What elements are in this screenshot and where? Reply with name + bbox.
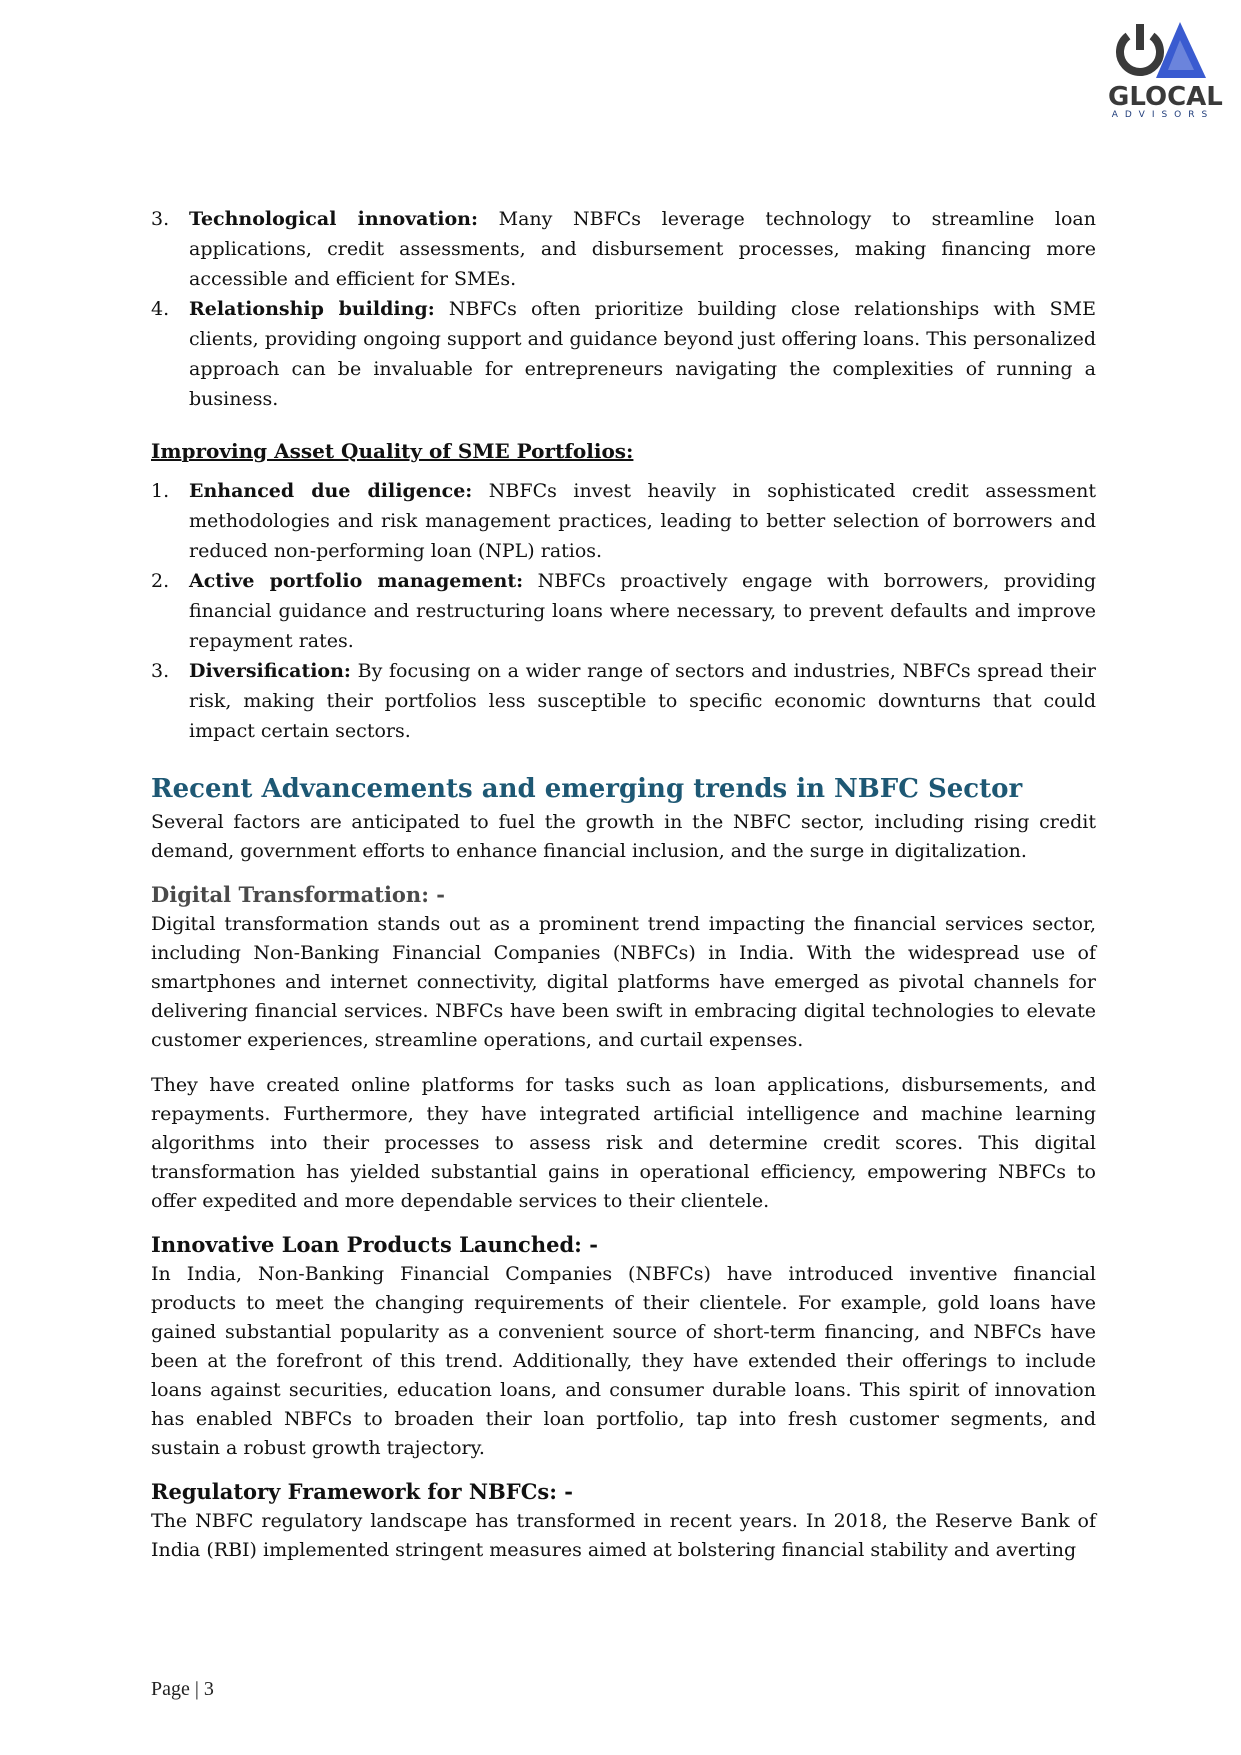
list-item <box>151 566 1096 656</box>
list-item <box>151 204 1096 294</box>
list-item-text: NBFCs often prioritize building close relationships with SME clients, providing ongoing support and guidance beyond just offering loans. This personalized approach can be invaluable for entrepreneurs navigating the complexities of running a business. <box>189 298 1097 410</box>
list-number: 2. <box>151 570 170 592</box>
list-item-text: NBFCs invest heavily in sophisticated credit assessment methodologies and risk management practices, leading to better selection of borrowers and reduced non-performing loan (NPL) ratios. <box>189 480 1096 562</box>
section-heading: Recent Advancements and emerging trends in NBFC Sector <box>151 774 1023 804</box>
logo-mark-icon <box>1108 22 1218 84</box>
list-number: 3. <box>151 660 170 682</box>
innovative-paragraph: In India, Non-Banking Financial Companies (NBFCs) have introduced inventive financial products to meet the changing requirements of their clientele. For example, gold loans have gained substantial popularity as a convenient source of short-term financing, and NBFCs have been at the forefront of this trend. Additionally, they have extended their offerings to include loans against securities, education loans, and consumer durable loans. This spirit of innovation has enabled NBFCs to broaden their loan portfolio, tap into fresh customer segments, and sustain a robust growth trajectory. <box>151 1263 1096 1459</box>
asset-quality-heading: Improving Asset Quality of SME Portfolios: <box>151 439 634 463</box>
list-item-text: Many NBFCs leverage technology to streamline loan applications, credit assessments, and disbursement processes, making financing more accessible and efficient for SMEs. <box>189 208 1096 290</box>
list-item <box>151 476 1096 566</box>
logo-wordmark: GLOCAL <box>1108 82 1223 112</box>
list-number: 3. <box>151 208 170 230</box>
list-item-text: By focusing on a wider range of sectors and industries, NBFCs spread their risk, making their portfolios less susceptible to specific economic downturns that could impact certain sectors. <box>189 660 1096 742</box>
section-intro: Several factors are anticipated to fuel the growth in the NBFC sector, including rising credit demand, government efforts to enhance financial inclusion, and the surge in digitalization. <box>151 811 1096 862</box>
company-logo <box>1108 22 1223 122</box>
page-content <box>151 204 1096 1565</box>
logo-subtitle: ADVISORS <box>1111 110 1215 120</box>
digital-paragraph-2: They have created online platforms for tasks such as loan applications, disbursements, and repayments. Furthermore, they have integrated artificial intelligence and machine learning algorithms into their processes to assess risk and determine credit scores. This digital transformation has yielded substantial gains in operational efficiency, empowering NBFCs to offer expedited and more dependable services to their clientele. <box>151 1074 1096 1212</box>
list-item-term: Relationship building: <box>189 298 435 320</box>
digital-transformation-heading: Digital Transformation: - <box>151 882 445 907</box>
list-item-term: Enhanced due diligence: <box>189 480 473 502</box>
digital-paragraph-1: Digital transformation stands out as a prominent trend impacting the financial services sector, including Non-Banking Financial Companies (NBFCs) in India. With the widespread use of smartphones and internet connectivity, digital platforms have emerged as pivotal channels for delivering financial services. NBFCs have been swift in embracing digital technologies to elevate customer experiences, streamline operations, and curtail expenses. <box>151 913 1096 1051</box>
innovative-loans-heading: Innovative Loan Products Launched: - <box>151 1232 598 1257</box>
page-number: Page | 3 <box>151 1678 214 1700</box>
list-item-term: Technological innovation: <box>189 208 478 230</box>
list-item <box>151 656 1096 746</box>
list-item-term: Active portfolio management: <box>189 570 524 592</box>
asset-quality-list <box>151 476 1096 746</box>
list-number: 4. <box>151 298 170 320</box>
list-item-term: Diversification: <box>189 660 351 682</box>
list-item <box>151 294 1096 414</box>
list-number: 1. <box>151 480 170 502</box>
regulatory-paragraph: The NBFC regulatory landscape has transformed in recent years. In 2018, the Reserve Bank of India (RBI) implemented stringent measures aimed at bolstering financial stability and averting <box>151 1510 1096 1561</box>
advantages-list-continued <box>151 204 1096 414</box>
list-item-text: NBFCs proactively engage with borrowers, providing financial guidance and restructuring loans where necessary, to prevent defaults and improve repayment rates. <box>189 570 1096 652</box>
regulatory-heading: Regulatory Framework for NBFCs: - <box>151 1479 574 1504</box>
